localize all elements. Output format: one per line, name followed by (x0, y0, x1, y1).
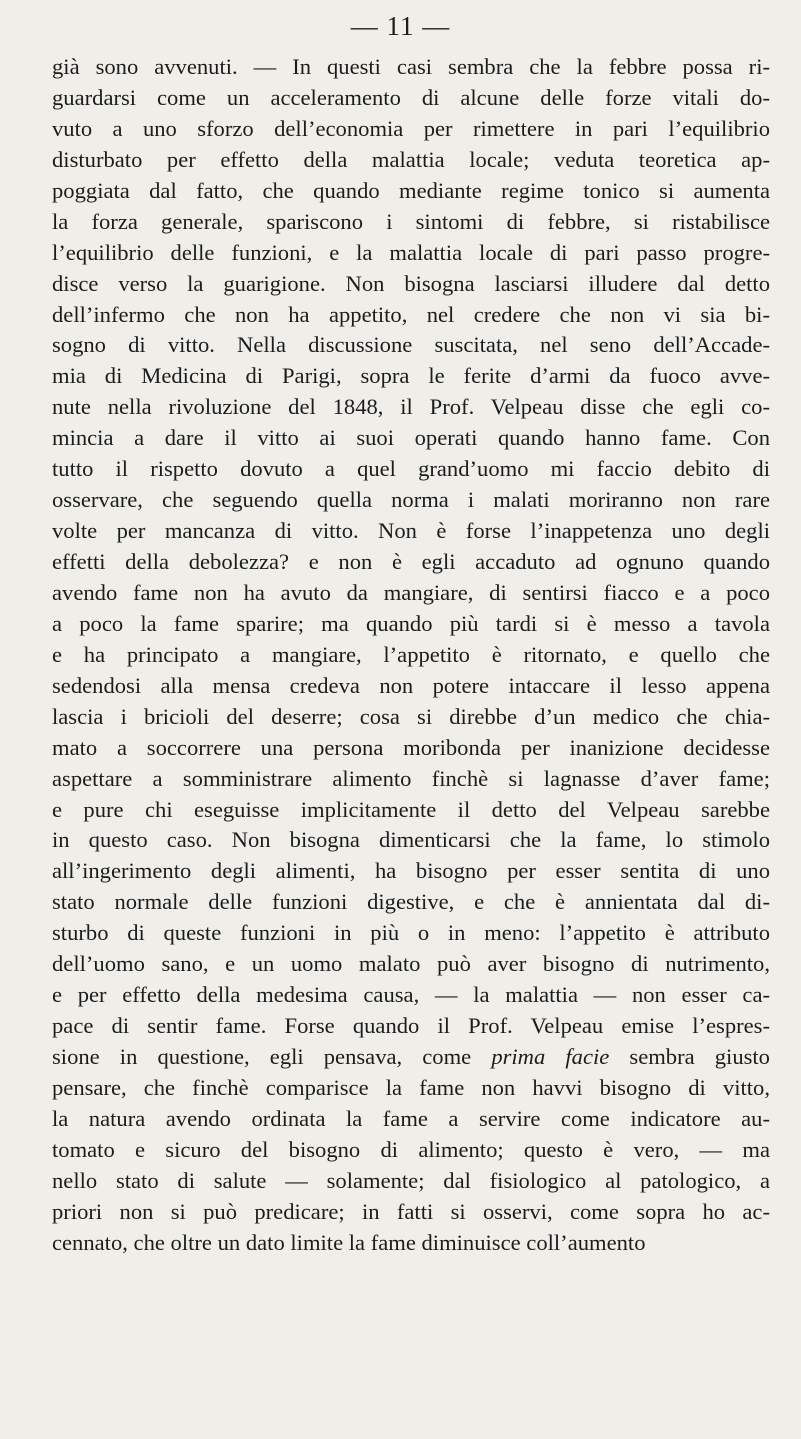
text-line: mincia a dare il vitto ai suoi operati quando hanno fame. Con (52, 425, 770, 451)
text-line: osservare, che seguendo quella norma i malati moriranno non rare (52, 487, 770, 513)
text-line: dell’infermo che non ha appetito, nel credere che non vi sia bi- (52, 301, 770, 327)
text-line: mato a soccorrere una persona moribonda per inanizione decidesse (52, 734, 770, 760)
text-line: disturbato per effetto della malattia locale; veduta teoretica ap- (52, 146, 770, 172)
body-text (52, 52, 770, 1259)
text-line: all’ingerimento degli alimenti, ha bisogno per esser sentita di uno (52, 858, 770, 884)
text-line: effetti della debolezza? e non è egli accaduto ad ognuno quando (52, 549, 770, 574)
text-line: vuto a uno sforzo dell’economia per rimettere in pari l’equilibrio (52, 115, 770, 141)
text-line: pace di sentir fame. Forse quando il Prof. Velpeau emise l’espres- (52, 1013, 770, 1039)
text-line: in questo caso. Non bisogna dimenticarsi che la fame, lo stimolo (52, 827, 770, 853)
text-line: tutto il rispetto dovuto a quel grand’uomo mi faccio debito di (52, 456, 770, 482)
text-line: e pure chi eseguisse implicitamente il detto del Velpeau sarebbe (52, 796, 770, 822)
text-line: priori non si può predicare; in fatti si osservi, come sopra ho ac- (52, 1198, 770, 1224)
text-line: volte per mancanza di vitto. Non è forse l’inappetenza uno degli (52, 518, 770, 544)
text-line: cennato, che oltre un dato limite la fame diminuisce coll’aumento (52, 1229, 646, 1255)
text-line: guardarsi come un acceleramento di alcune delle forze vitali do- (52, 84, 770, 110)
text-run: sione in questione, egli pensava, come (52, 1044, 472, 1069)
italic-phrase: prima facie (491, 1044, 610, 1069)
text-line: dell’uomo sano, e un uomo malato può aver bisogno di nutrimento, (52, 951, 770, 977)
text-line: sedendosi alla mensa credeva non potere intaccare il lesso appena (52, 672, 770, 698)
text-line: a poco la fame sparire; ma quando più tardi si è messo a tavola (52, 610, 770, 636)
text-line: disce verso la guarigione. Non bisogna lasciarsi illudere dal detto (52, 270, 770, 296)
text-line: aspettare a somministrare alimento finchè si lagnasse d’aver fame; (52, 765, 770, 791)
text-line: avendo fame non ha avuto da mangiare, di sentirsi fiacco e a poco (52, 579, 770, 605)
text-line: e per effetto della medesima causa, — la malattia — non esser ca- (52, 982, 770, 1008)
text-line: sturbo di queste funzioni in più o in meno: l’appetito è attributo (52, 920, 770, 946)
text-line: la forza generale, spariscono i sintomi di febbre, si ristabilisce (52, 208, 770, 234)
text-line: poggiata dal fatto, che quando mediante regime tonico si aumenta (52, 177, 770, 203)
text-line: l’equilibrio delle funzioni, e la malattia locale di pari passo progre- (52, 239, 770, 265)
text-line: mia di Medicina di Parigi, sopra le ferite d’armi da fuoco avve- (52, 363, 770, 389)
text-line: già sono avvenuti. — In questi casi sembra che la febbre possa ri- (52, 54, 770, 79)
page-number: — 11 — (350, 11, 451, 41)
text-line: lascia i bricioli del deserre; cosa si direbbe d’un medico che chia- (52, 703, 770, 729)
text-run: sembra giusto (629, 1044, 770, 1069)
text-line: nute nella rivoluzione del 1848, il Prof. Velpeau disse che egli co- (52, 394, 770, 420)
text-line: sogno di vitto. Nella discussione suscitata, nel seno dell’Accade- (52, 332, 770, 358)
text-line: tomato e sicuro del bisogno di alimento; questo è vero, — ma (52, 1136, 770, 1162)
text-line: la natura avendo ordinata la fame a servire come indicatore au- (52, 1105, 770, 1131)
text-line: e ha principato a mangiare, l’appetito è ritornato, e quello che (52, 641, 770, 667)
text-line-mixed (52, 1042, 770, 1073)
text-line: pensare, che finchè comparisce la fame non havvi bisogno di vitto, (52, 1074, 770, 1100)
text-line: stato normale delle funzioni digestive, e che è annientata dal di- (52, 889, 770, 915)
text-line: nello stato di salute — solamente; dal fisiologico al patologico, a (52, 1167, 770, 1193)
